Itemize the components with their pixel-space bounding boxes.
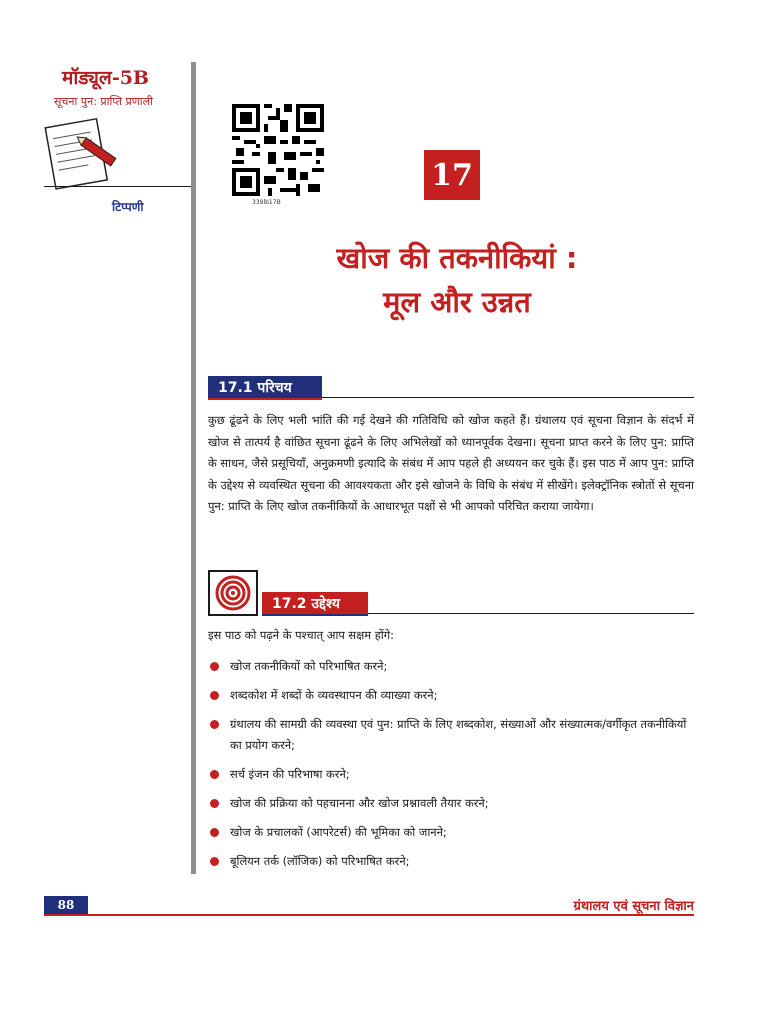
bullet-icon (210, 720, 219, 729)
chapter-title-line1: खोज की तकनीकियां : (336, 241, 578, 275)
list-item: खोज की प्रक्रिया को पहचानना और खोज प्रश्नावली तैयार करने; (208, 793, 694, 814)
objectives-list (208, 656, 694, 880)
target-icon (210, 572, 256, 614)
section-heading-objectives: 17.2 उद्देश्य (262, 592, 368, 616)
objectives-intro: इस पाठ को पढ़ने के पश्चात् आप सक्षम होंगे: (208, 628, 394, 642)
qr-code-icon (232, 104, 324, 196)
footer-book-title: ग्रंथालय एवं सूचना विज्ञान (573, 899, 694, 914)
module-subtitle: सूचना पुन: प्राप्ति प्रणाली (54, 95, 153, 108)
section-heading-intro: 17.1 परिचय (208, 376, 322, 400)
list-item: खोज के प्रचालकों (आपरेटर्स) की भूमिका को जानने; (208, 822, 694, 843)
note-label: टिप्पणी (112, 200, 144, 214)
footer-rule (44, 914, 694, 916)
list-item: सर्च इंजन की परिभाषा करने; (208, 764, 694, 785)
chapter-number: 17 (424, 150, 480, 200)
bullet-icon (210, 799, 219, 808)
bullet-icon (210, 770, 219, 779)
bullet-icon (210, 691, 219, 700)
page-number: 88 (44, 896, 88, 914)
chapter-title-line2: मूल और उन्नत (383, 285, 531, 319)
list-item: ग्रंथालय की सामग्री की व्यवस्था एवं पुन: प्राप्ति के लिए शब्दकोश, संख्याओं और संख्यात्मक/वर्गीकृत तकनीकियों का प्रयोग करने; (208, 714, 694, 756)
bullet-icon (210, 857, 219, 866)
bullet-icon (210, 662, 219, 671)
qr-code-label: 339lb17B (252, 199, 281, 206)
module-title: मॉड्यूल-5B (62, 67, 149, 89)
list-item: शब्दकोश में शब्दों के व्यवस्थापन की व्याख्या करने; (208, 685, 694, 706)
side-divider (44, 186, 192, 187)
list-item: खोज तकनीकियों को परिभाषित करने; (208, 656, 694, 677)
list-item: बूलियन तर्क (लॉजिक) को परिभाषित करने; (208, 851, 694, 872)
intro-paragraph: कुछ ढूंढने के लिए भली भांति की गई देखने की गतिविधि को खोज कहते हैं। ग्रंथालय एवं सूचना विज्ञान के संदर्भ में खोज से तात्पर्य है वांछित सूचना ढूंढने के लिए अभिलेखों को ध्यानपूर्वक देखना। सूचना प्राप्त करने के लिए पुन: प्राप्ति के साधन, जैसे प्रसूचियाँ, अनुक्रमणी इत्यादि के संबंध में आप पहले ही अध्ययन कर चुके हैं। इस पाठ में आप पुन: प्राप्ति के उद्देश्य से व्यवस्थित सूचना की आवश्यकता और इसे खोजने के विधि के संबंध में सीखेंगे। इलेक्ट्रॉनिक स्त्रोतों से सूचना पुन: प्राप्ति के लिए खोज तकनीकियों के आधारभूत पक्षों से भी आपको परिचित कराया जायेगा। (208, 413, 694, 514)
note-writing-icon (36, 112, 126, 192)
section-rule (368, 613, 694, 614)
target-icon-frame (208, 570, 258, 616)
bullet-icon (210, 828, 219, 837)
vertical-divider (191, 62, 196, 874)
section-rule (322, 397, 694, 398)
